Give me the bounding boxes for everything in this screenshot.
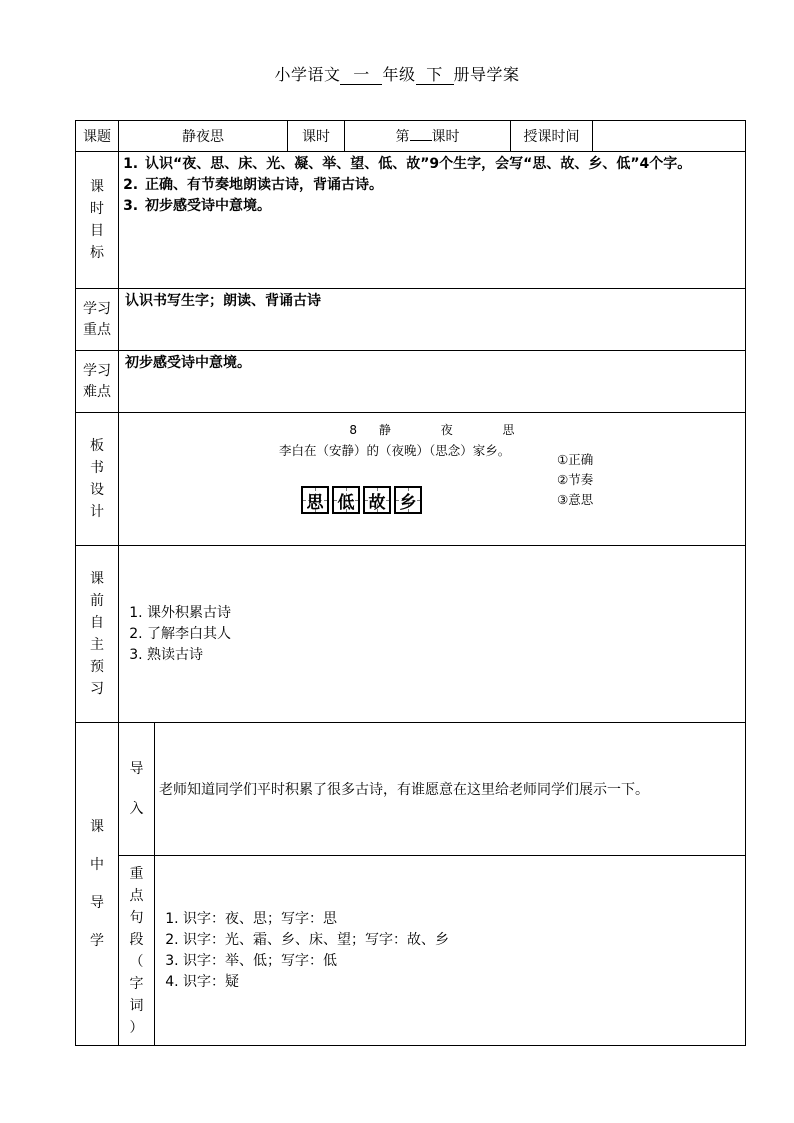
list-item: 3. 熟读古诗 bbox=[147, 645, 745, 666]
difficulties-label: 学习 难点 bbox=[76, 351, 119, 413]
key-points-label: 学习 重点 bbox=[76, 289, 119, 351]
period-post: 课时 bbox=[431, 129, 460, 145]
board-step: ②节奏 bbox=[557, 472, 594, 487]
preview-content bbox=[119, 546, 746, 723]
focus-row bbox=[76, 856, 746, 1046]
list-item: 3. 识字：举、低；写字：低 bbox=[183, 951, 745, 972]
board-steps bbox=[557, 450, 593, 510]
lesson-plan-table bbox=[75, 120, 746, 1046]
key-points-content bbox=[119, 289, 746, 351]
title-prefix: 小学语文 bbox=[274, 65, 341, 84]
key-points-row bbox=[76, 289, 746, 351]
board-step: ③意思 bbox=[557, 492, 594, 507]
board-title-part: 思 bbox=[502, 423, 515, 437]
info-row bbox=[76, 121, 746, 152]
difficulties-row bbox=[76, 351, 746, 413]
list-item: 3. 初步感受诗中意境。 bbox=[143, 196, 745, 217]
board-title bbox=[119, 421, 745, 438]
list-item: 2. 识字：光、霜、乡、床、望；写字：故、乡 bbox=[183, 930, 745, 951]
grade-blank: 一 bbox=[340, 66, 382, 85]
intro-text: 老师知道同学们平时积累了很多古诗，有谁愿意在这里给老师同学们展示一下。 bbox=[159, 782, 649, 798]
board-design bbox=[119, 413, 745, 544]
time-label: 授课时间 bbox=[511, 121, 593, 152]
focus-content bbox=[155, 856, 746, 1046]
goals-content bbox=[119, 152, 746, 289]
board-char-grid bbox=[301, 486, 422, 514]
list-item: 1. 识字：夜、思；写字：思 bbox=[183, 909, 745, 930]
volume-blank: 下 bbox=[416, 66, 454, 85]
period-blank bbox=[410, 126, 432, 141]
goals-row bbox=[76, 152, 746, 289]
board-step: ①正确 bbox=[557, 452, 594, 467]
board-content bbox=[119, 413, 746, 546]
goals-label: 课 时 目 标 bbox=[76, 152, 119, 289]
board-row bbox=[76, 413, 746, 546]
volume-suffix: 册导学案 bbox=[453, 65, 520, 84]
period-value bbox=[345, 121, 511, 152]
grade-suffix: 年级 bbox=[382, 65, 416, 84]
tianzige-box: 故 bbox=[363, 486, 391, 514]
tianzige-box: 低 bbox=[332, 486, 360, 514]
difficulties-text: 初步感受诗中意境。 bbox=[125, 355, 251, 371]
period-pre: 第 bbox=[395, 129, 410, 145]
board-label: 板 书 设 计 bbox=[76, 413, 119, 546]
goals-list bbox=[119, 154, 745, 217]
list-item: 1. 认识“夜、思、床、光、凝、举、望、低、故”9个生字，会写“思、故、乡、低”4个字。 bbox=[143, 154, 745, 175]
time-value bbox=[593, 121, 746, 152]
topic-label: 课题 bbox=[76, 121, 119, 152]
focus-list bbox=[155, 909, 745, 993]
focus-label: 重 点 句 段 （ 字 词 ） bbox=[119, 856, 155, 1046]
key-points-text: 认识书写生字；朗读、背诵古诗 bbox=[125, 293, 321, 309]
list-item: 2. 了解李白其人 bbox=[147, 624, 745, 645]
tianzige-box: 乡 bbox=[394, 486, 422, 514]
list-item: 1. 课外积累古诗 bbox=[147, 603, 745, 624]
board-title-part: 夜 bbox=[440, 423, 453, 437]
topic-value: 静夜思 bbox=[119, 121, 288, 152]
preview-list bbox=[119, 603, 745, 666]
board-title-part: 8 静 bbox=[349, 423, 391, 437]
tianzige-box: 思 bbox=[301, 486, 329, 514]
preview-label: 课 前 自 主 预 习 bbox=[76, 546, 119, 723]
list-item: 2. 正确、有节奏地朗读古诗，背诵古诗。 bbox=[143, 175, 745, 196]
preview-row bbox=[76, 546, 746, 723]
intro-label: 导 入 bbox=[119, 723, 155, 856]
intro-row bbox=[76, 723, 746, 856]
lesson-label: 课 中 导 学 bbox=[76, 723, 119, 1046]
difficulties-content bbox=[119, 351, 746, 413]
page-title bbox=[0, 62, 794, 85]
intro-content bbox=[155, 723, 746, 856]
list-item: 4. 识字：疑 bbox=[183, 972, 745, 993]
board-sentence: 李白在（安静）的（夜晚）（思念）家乡。 bbox=[279, 443, 511, 458]
period-label: 课时 bbox=[288, 121, 345, 152]
